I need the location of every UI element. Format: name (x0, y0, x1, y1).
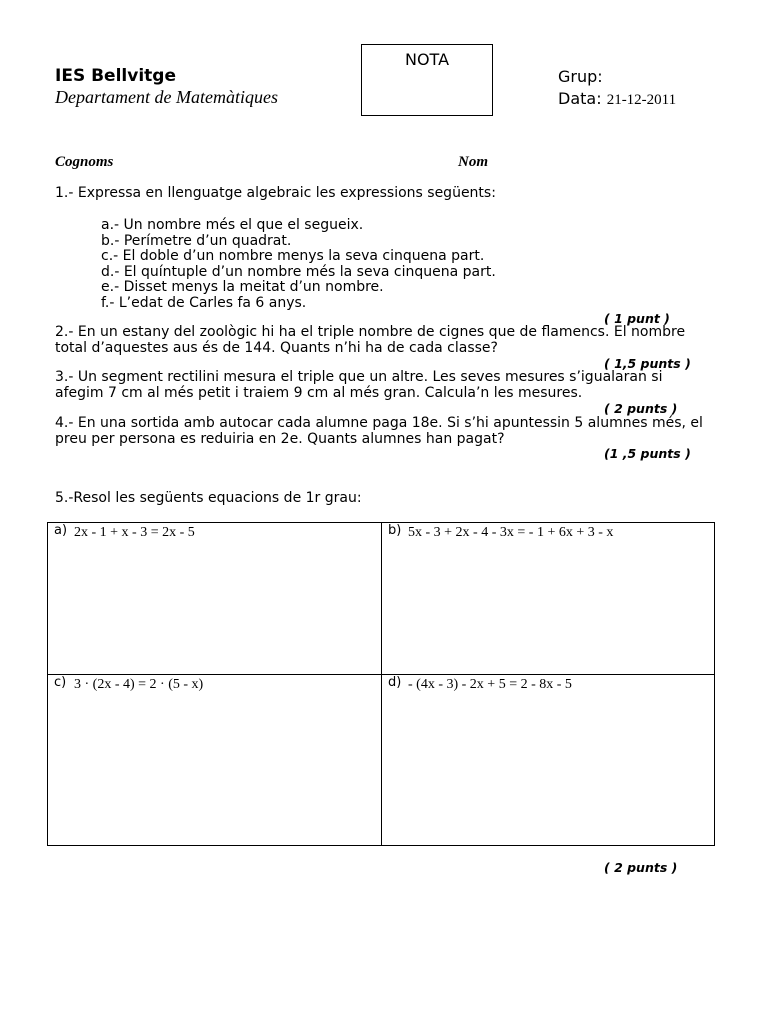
equation-b: 5x - 3 + 2x - 4 - 3x = - 1 + 6x + 3 - x (408, 525, 614, 540)
equation-label-d: d) (388, 675, 402, 690)
question-2-line-1: 2.- En un estany del zoològic hi ha el triple nombre de cignes que de flamencs. El nombre (55, 324, 686, 340)
name-label: Nom (458, 154, 488, 170)
question-3-line-1: 3.- Un segment rectilini mesura el triple que un altre. Les seves mesures s’igualaran si (55, 369, 663, 385)
question-3-line-2: afegim 7 cm al més petit i traiem 9 cm al més gran. Calcula’n les mesures. (55, 384, 583, 401)
equation-label-a: a) (54, 523, 68, 538)
question-1-item-b: b.- Perímetre d’un quadrat. (101, 232, 292, 249)
group-label: Grup: (558, 67, 603, 86)
question-2-line-2: total d’aquestes aus és de 144. Quants n’hi ha de cada classe? (55, 339, 498, 356)
school-name: IES Bellvitge (55, 66, 176, 86)
question-1-item-a: a.- Un nombre més el que el segueix. (101, 217, 364, 233)
question-4-line-1: 4.- En una sortida amb autocar cada alumne paga 18e. Si s’hi apuntessin 5 alumnes més, el (55, 415, 703, 431)
question-1-item-d: d.- El quíntuple d’un nombre més la seva cinquena part. (101, 263, 496, 280)
equation-a: 2x - 1 + x - 3 = 2x - 5 (74, 525, 195, 540)
equation-label-c: c) (54, 675, 67, 690)
question-1-text: 1.- Expressa en llenguatge algebraic les expressions següents: (55, 185, 496, 201)
question-1-item-e: e.- Disset menys la meitat d’un nombre. (101, 279, 384, 295)
equation-cell-b[interactable] (381, 522, 715, 675)
date-value: 21-12-2011 (606, 92, 677, 108)
question-2-points: ( 1,5 punts ) (604, 356, 691, 371)
date-label: Data: (558, 89, 602, 108)
equation-label-b: b) (388, 523, 402, 538)
equation-cell-a[interactable] (47, 522, 382, 675)
question-5-text: 5.-Resol les següents equacions de 1r grau: (55, 490, 362, 506)
date-row (558, 89, 676, 109)
question-4-line-2: preu per persona es reduiria en 2e. Quants alumnes han pagat? (55, 430, 505, 447)
equation-cell-c[interactable] (47, 674, 382, 846)
equation-d: - (4x - 3) - 2x + 5 = 2 - 8x - 5 (408, 677, 572, 692)
equations-grid (47, 522, 715, 846)
equation-cell-d[interactable] (381, 674, 715, 846)
question-1-item-f: f.- L’edat de Carles fa 6 anys. (101, 294, 307, 311)
equation-c: 3 · (2x - 4) = 2 · (5 - x) (74, 677, 204, 692)
question-1-item-c: c.- El doble d’un nombre menys la seva cinquena part. (101, 248, 485, 264)
question-5-points: ( 2 punts ) (604, 860, 678, 875)
grade-box (361, 44, 493, 116)
question-4-points: (1 ,5 punts ) (604, 446, 691, 461)
surname-label: Cognoms (55, 154, 114, 170)
question-1-points: ( 1 punt ) (604, 311, 670, 326)
grade-label: NOTA (404, 50, 450, 69)
department-name: Departament de Matemàtiques (55, 87, 278, 107)
question-3-points: ( 2 punts ) (604, 401, 678, 416)
